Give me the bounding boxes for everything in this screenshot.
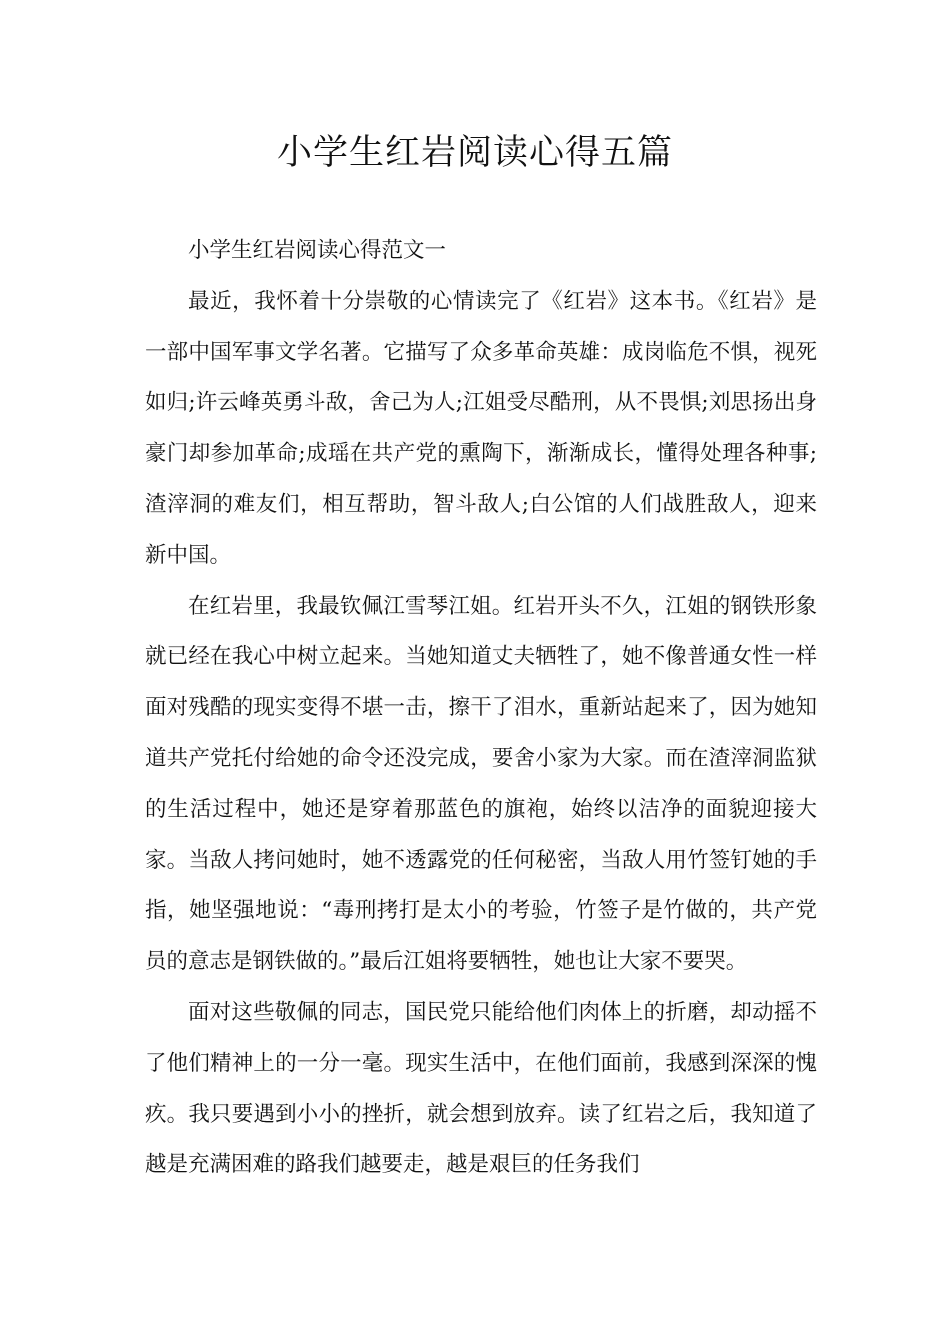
paragraph: 最近，我怀着十分崇敬的心情读完了《红岩》这本书。《红岩》是一部中国军事文学名著。它描写了众多革命英雄：成岗临危不惧，视死如归;许云峰英勇斗敌，舍己为人;江姐受尽酷刑，从不畏惧;刘思扬出身豪门却参加革命;成瑶在共产党的熏陶下，渐渐成长，懂得处理各种事;渣滓洞的难友们，相互帮助，智斗敌人;白公馆的人们战胜敌人，迎来新中国。 <box>145 288 817 568</box>
paragraph: 在红岩里，我最钦佩江雪琴江姐。红岩开头不久，江姐的钢铁形象就已经在我心中树立起来。当她知道丈夫牺牲了，她不像普通女性一样面对残酷的现实变得不堪一击，擦干了泪水，重新站起来了，因为她知道共产党托付给她的命令还没完成，要舍小家为大家。而在渣滓洞监狱的生活过程中，她还是穿着那蓝色的旗袍，始终以洁净的面貌迎接大家。当敌人拷问她时，她不透露党的任何秘密，当敌人用竹签钉她的手指，她坚强地说：“毒刑拷打是太小的考验，竹签子是竹做的，共产党员的意志是钢铁做的。”最后江姐将要牺牲，她也让大家不要哭。 <box>145 593 817 975</box>
document-body <box>145 226 817 1191</box>
document-title: 小学生红岩阅读心得五篇 <box>276 133 673 173</box>
section-heading: 小学生红岩阅读心得范文一 <box>188 238 447 263</box>
paragraph: 面对这些敬佩的同志，国民党只能给他们肉体上的折磨，却动摇不了他们精神上的一分一毫。现实生活中，在他们面前，我感到深深的愧疚。我只要遇到小小的挫折，就会想到放弃。读了红岩之后，我知道了越是充满困难的路我们越要走，越是艰巨的任务我们 <box>145 999 817 1178</box>
